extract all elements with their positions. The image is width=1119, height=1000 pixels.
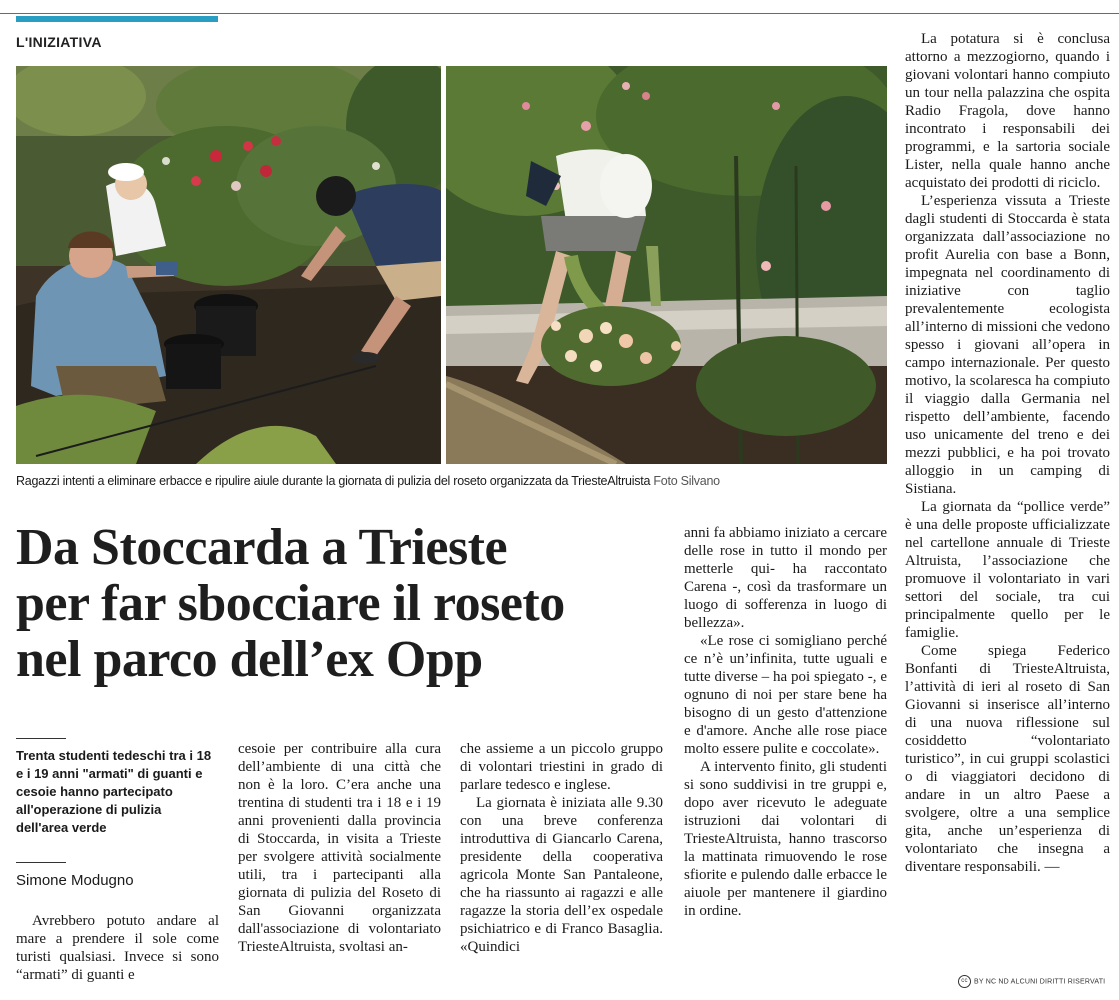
column-5-paragraph-3: La giornata da “pollice verde” è una delle proposte ufficializzate nel cartellone annuale di Trieste Altruista, l’associazione che promuove il volontariato in vari settori del sociale, tra cui principalmente quello per le famiglie. (905, 499, 1110, 641)
photo-caption (16, 474, 720, 488)
headline (16, 520, 696, 688)
article-column-2 (238, 740, 441, 956)
article-column-4 (684, 524, 887, 920)
license-notice (958, 975, 1105, 988)
top-rule (0, 13, 1119, 14)
column-5-paragraph-2: L’esperienza vissuta a Trieste dagli studenti di Stoccarda è stata organizzata dall’associazione no profit Aurelia con base a Bonn, impegnata nel coordinamento di iniziative con taglio prevalentemente ecologista all’interno di missioni che vedono spesso i giovani all’opera in campo internazionale. Per questo motivo, la scolaresca ha compiuto il viaggio dalla Germania nel rispetto dell’ambiente, facendo uso unicamente del treno e dei mezzi pubblici, e ha poi trovato alloggio in un camping di Sistiana. (905, 193, 1110, 497)
author-top-rule (16, 862, 66, 863)
column-3-paragraph-2: La giornata è iniziata alle 9.30 con una breve conferenza introduttiva di Giancarlo Carena, presidente della cooperativa agricola Monte San Pantaleone, che ha riassunto ai ragazzi e alle ragazze la storia dell’ex ospedale psichiatrico e di Franco Basaglia. «Quindici (460, 795, 663, 955)
column-4-paragraph-1: anni fa abbiamo iniziato a cercare delle rose in tutto il mondo per metterle qui- ha raccontato Carena -, così da trasformare un luogo di sofferenza in luogo di bellezza». (684, 525, 887, 631)
headline-line-3: nel parco dell’ex Opp (16, 631, 483, 688)
author-byline: Simone Modugno (16, 872, 134, 889)
article-column-3 (460, 740, 663, 956)
license-text: BY NC ND ALCUNI DIRITTI RISERVATI (974, 978, 1106, 986)
section-accent-bar (16, 16, 218, 22)
column-4-paragraph-3: A intervento finito, gli studenti si sono suddivisi in tre gruppi e, dopo aver ricevuto le adeguate istruzioni dai volontari di TriesteAltruista, hanno trascorso la mattinata rimuovendo le rose sfiorite e pulendo dalle erbacce le aiuole per mantenere il giardino in ordine. (684, 759, 887, 919)
column-3-paragraph-1: che assieme a un piccolo gruppo di volontari triestini in grado di parlare tedesco e inglese. (460, 741, 663, 793)
photo-volunteer-roses-image (446, 66, 887, 464)
photo-students-weeding-image (16, 66, 441, 464)
photo-students-weeding (16, 66, 441, 464)
column-5-paragraph-1: La potatura si è conclusa attorno a mezzogiorno, quando i giovani volontari hanno compiuto un tour nella palazzina che ospita Radio Fragola, dove hanno incontrato i responsabili dei programmi, e la sartoria sociale Lister, nella quale hanno anche acquistato dei prodotti di riciclo. (905, 31, 1110, 191)
photo-credit: Foto Silvano (653, 474, 720, 488)
photo-volunteer-roses (446, 66, 887, 464)
summary-top-rule (16, 738, 66, 739)
caption-text: Ragazzi intenti a eliminare erbacce e ripulire aiule durante la giornata di pulizia del roseto organizzata da TriesteAltruista (16, 474, 651, 488)
headline-line-1: Da Stoccarda a Trieste (16, 519, 508, 576)
column-1-paragraph-1: Avrebbero potuto andare al mare a prendere il sole come turisti qualsiasi. Invece si sono “armati” di guanti e (16, 913, 219, 983)
article-column-1 (16, 912, 219, 984)
cc-icon: cc (958, 975, 971, 988)
column-4-paragraph-2: «Le rose ci somigliano perché ce n’è un’infinita, tutte uguali e tutte diverse – ha poi spiegato -, e ognuno di noi per stare bene ha bisogno di un gesto d'attenzione e d'amore. Anche alle rose piace molto essere pulite e coccolate». (684, 633, 887, 757)
section-label: L'INIZIATIVA (16, 34, 102, 50)
column-5-paragraph-4: Come spiega Federico Bonfanti di TriesteAltruista, l’attività di ieri al roseto di San Giovanni si inserisce all’interno di una nuova riflessione sul cosiddetto “volontariato turistico”, in cui gruppi scolastici o di viaggiatori decidono di andare in un altro Paese a svolgere, oltre a una semplice gita, anche un’esperienza di volontariato che insegna a diventare responsabili. — (905, 643, 1110, 875)
article-column-5 (905, 30, 1110, 876)
summary: Trenta studenti tedeschi tra i 18 e i 19 anni "armati" di guanti e cesoie hanno partecipato all'operazione di pulizia dell'area verde (16, 748, 212, 835)
column-2-paragraph-1: cesoie per contribuire alla cura dell’ambiente di una città che non è la loro. C’era anche una trentina di studenti tra i 18 e i 19 anni provenienti dalla provincia di Stoccarda, in visita a Trieste per svolgere attività socialmente utili, tra i partecipanti alla giornata di pulizia del Roseto di San Giovanni organizzata dall'associazione di volontariato TriesteAltruista, svoltasi an- (238, 741, 441, 955)
headline-line-2: per far sbocciare il roseto (16, 575, 565, 632)
